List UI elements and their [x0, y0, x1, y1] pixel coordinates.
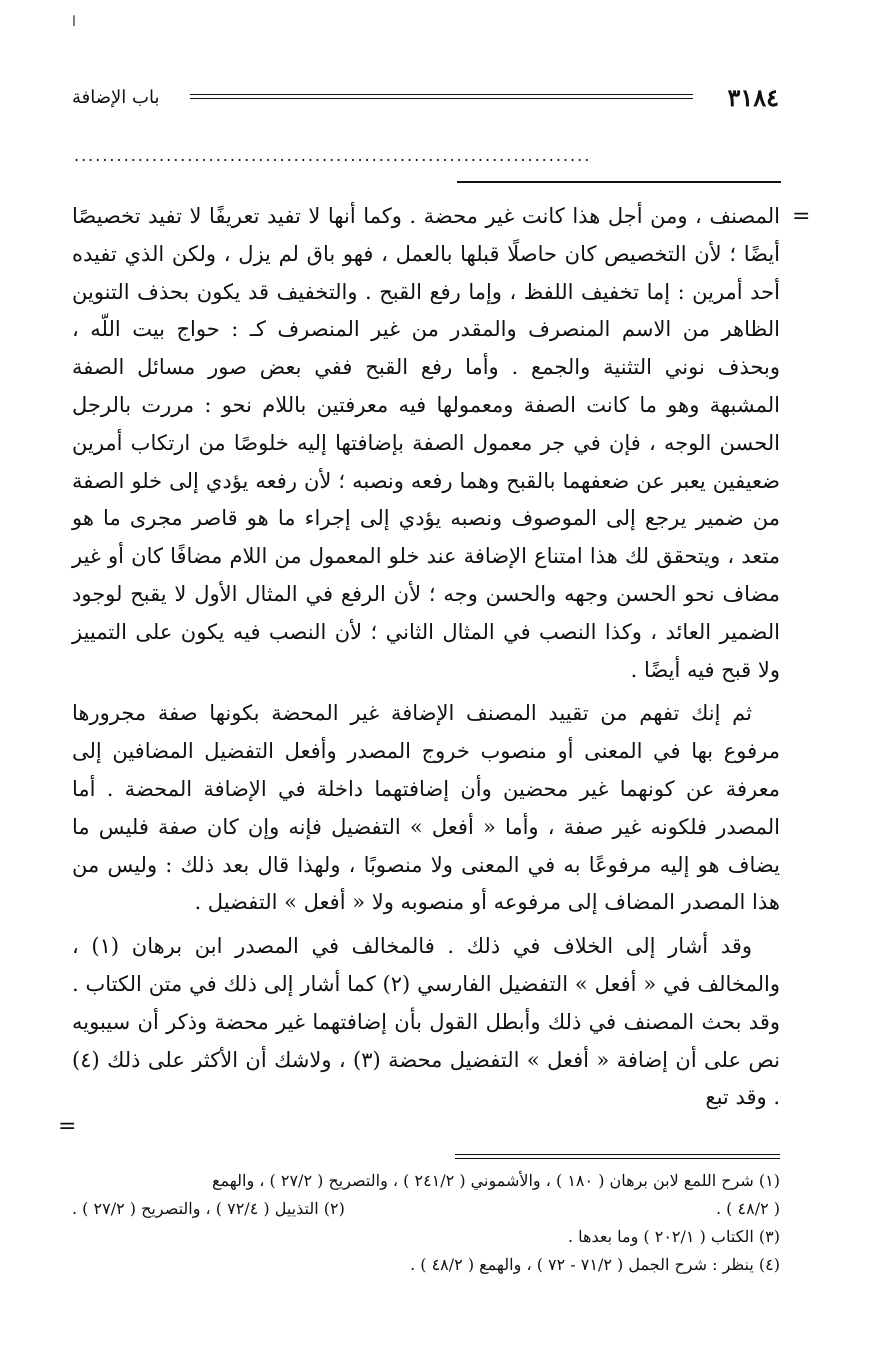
top-margin-mark: ا [72, 14, 76, 30]
footnote-row-1-2 [72, 1195, 780, 1223]
footnote-4: (٤) ينظر : شرح الجمل ( ٧١/٢ - ٧٢ ) ، والهمع ( ٤٨/٢ ) . [410, 1255, 780, 1274]
footnote-1-line-2: ( ٤٨/٢ ) . [716, 1199, 780, 1218]
paragraph-1: المصنف ، ومن أجل هذا كانت غير محضة . وكما أنها لا تفيد تعريفًا لا تفيد تخصيصًا أيضًا ؛ لأن التخصيص كان حاصلًا قبلها بالعمل ، فهو باق لم يزل ، ولكن الذي تفيده أحد أمرين : إما تخفيف اللفظ ، وإما رفع القبح . والتخفيف قد يكون بحذف التنوين الظاهر من الاسم المنصرف والمقدر من غير المنصرف كـ : حواج بيت اللّه ، وبحذف نوني التثنية والجمع . وأما رفع القبح ففي بعض صور مسائل الصفة المشبهة وهو ما كانت الصفة ومعمولها فيه معرفتين باللام نحو : مررت بالرجل الحسن الوجه ، فإن في جر معمول الصفة بإضافتها إليه خلوصًا من ارتكاب أمرين ضعيفين يعبر عن ضعفهما بالقبح وهما رفعه ونصبه ؛ لأن رفعه يؤدي إلى خلو الصفة من ضمير يرجع إلى الموصوف ونصبه يؤدي إلى إجراء ما هو قاصر مجرى ما هو متعد ، ويتحقق لك هذا امتناع الإضافة عند خلو المعمول من اللام مضافًا كان أو غير مضاف نحو الحسن وجهه والحسن وجه ؛ لأن الرفع في المثال الأول لا يقبح لوجود الضمير العائد ، وكذا النصب في المثال الثاني ؛ لأن النصب فيه يكون على التمييز ولا قبح فيه أيضًا . [72, 204, 780, 682]
footnotes [72, 1167, 780, 1279]
dotted-separator: ......................................................................... [74, 146, 592, 165]
page-header [72, 82, 779, 114]
main-text [72, 198, 780, 1117]
footnote-2: (٢) التذييل ( ٧٢/٤ ) ، والتصريح ( ٢٧/٢ ) . [72, 1199, 345, 1218]
paragraph-3: وقد أشار إلى الخلاف في ذلك . فالمخالف في المصدر ابن برهان (١) ، والمخالف في « أفعل » التفضيل الفارسي (٢) كما أشار إلى ذلك في متن الكتاب . وقد بحث المصنف في ذلك وأبطل القول بأن إضافتهما غير محضة وذكر أن سيبويه نص على أن إضافة « أفعل » التفضيل محضة (٣) ، ولاشك أن الأكثر على ذلك (٤) . وقد تبع [72, 934, 781, 1110]
continuation-mark-start: = [792, 204, 811, 229]
footnote-rule [455, 1154, 780, 1159]
footnote-3: (٣) الكتاب ( ٢٠٢/١ ) وما بعدها . [567, 1227, 780, 1246]
top-short-rule [457, 181, 781, 183]
footnote-1-line-1: (١) شرح اللمع لابن برهان ( ١٨٠ ) ، والأشموني ( ٢٤١/٢ ) ، والتصريح ( ٢٧/٢ ) ، والهمع [212, 1171, 780, 1190]
chapter-title: باب الإضافة [72, 87, 160, 108]
continuation-mark-end: = [58, 1114, 77, 1139]
paragraph-2: ثم إنك تفهم من تقييد المصنف الإضافة غير المحضة بكونها صفة مجرورها مرفوع بها في المعنى أو منصوب خروج المصدر وأفعل التفضيل المضافين إلى معرفة عن كونهما غير محضين وأن إضافتهما داخلة في الإضافة المحضة . أما المصدر فلكونه غير صفة ، وأما « أفعل » التفضيل فإنه وإن كان صفة فليس ما يضاف هو إليه مرفوعًا به في المعنى ولا منصوبًا ، ولهذا قال بعد ذلك : وليس من هذا المصدر المضاف إلى مرفوعه أو منصوبه ولا « أفعل » التفضيل . [72, 701, 780, 915]
header-rule [190, 94, 693, 99]
page-number: ٣١٨٤ [727, 83, 779, 112]
